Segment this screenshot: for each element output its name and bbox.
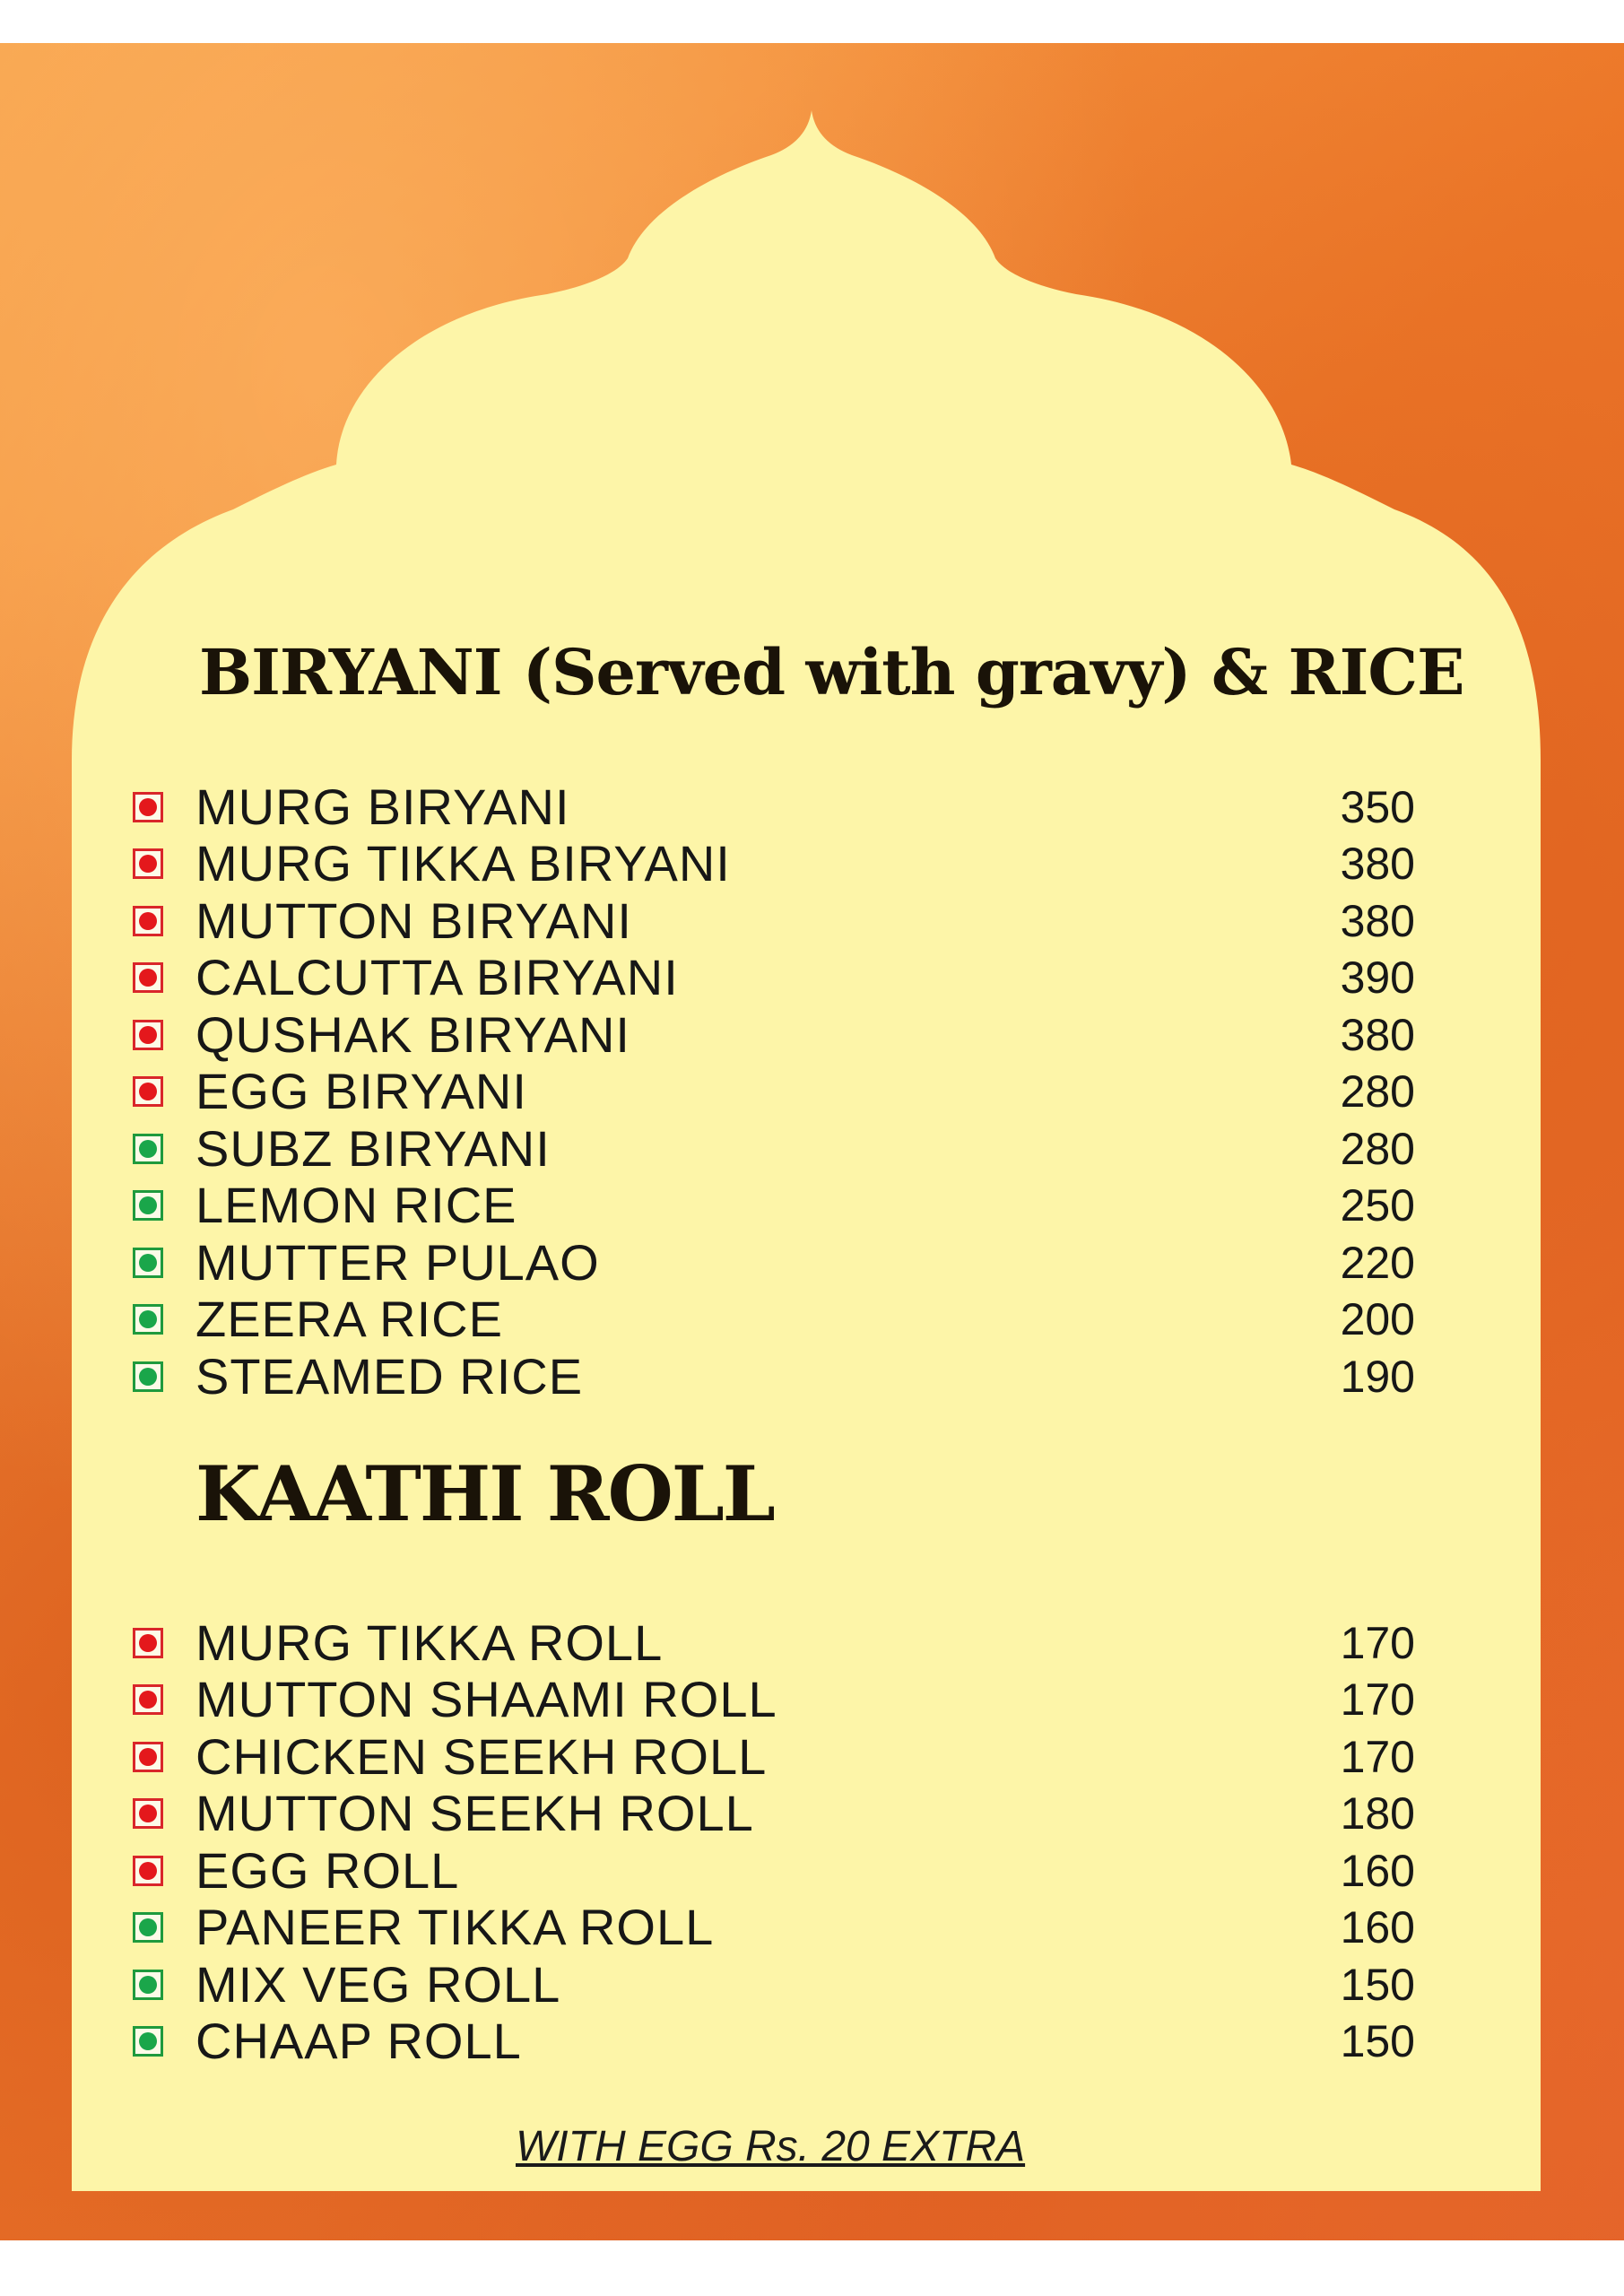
menu-item: [133, 778, 1415, 836]
veg-mark-icon: [133, 1134, 163, 1164]
item-price: 250: [1340, 1180, 1415, 1231]
menu-item: [133, 1006, 1415, 1064]
menu-item: [133, 1234, 1415, 1292]
item-name: CHAAP ROLL: [195, 2013, 522, 2070]
menu-item: [133, 1842, 1415, 1900]
item-price: 170: [1340, 1731, 1415, 1782]
nonveg-mark-icon: [133, 1684, 163, 1715]
item-name: CALCUTTA BIRYANI: [195, 949, 679, 1006]
item-price: 150: [1340, 2016, 1415, 2067]
menu-item: [133, 1292, 1415, 1349]
item-name: ZEERA RICE: [195, 1291, 503, 1348]
nonveg-mark-icon: [133, 1798, 163, 1829]
item-name: MUTTER PULAO: [195, 1233, 600, 1291]
item-name: LEMON RICE: [195, 1177, 517, 1234]
item-price: 380: [1340, 1009, 1415, 1060]
item-price: 380: [1340, 895, 1415, 946]
veg-mark-icon: [133, 1970, 163, 2000]
menu-item: [133, 2013, 1415, 2071]
nonveg-mark-icon: [133, 792, 163, 822]
item-price: 380: [1340, 839, 1415, 890]
nonveg-mark-icon: [133, 1628, 163, 1658]
item-price: 170: [1340, 1617, 1415, 1668]
menu-item: [133, 1900, 1415, 1957]
item-price: 160: [1340, 1902, 1415, 1953]
item-price: 170: [1340, 1674, 1415, 1726]
menu-item: [133, 892, 1415, 950]
menu-poster: [0, 43, 1624, 2240]
menu-item: [133, 1120, 1415, 1178]
nonveg-mark-icon: [133, 848, 163, 879]
egg-extra-note: WITH EGG Rs. 20 EXTRA: [516, 2123, 1026, 2170]
item-price: 280: [1340, 1123, 1415, 1174]
item-price: 150: [1340, 1959, 1415, 2010]
nonveg-mark-icon: [133, 1856, 163, 1886]
nonveg-mark-icon: [133, 906, 163, 936]
menu-item: [133, 836, 1415, 893]
veg-mark-icon: [133, 1248, 163, 1278]
item-name: STEAMED RICE: [195, 1347, 584, 1405]
item-name: CHICKEN SEEKH ROLL: [195, 1727, 768, 1785]
section-title-kaathi-roll: KAATHI ROLL: [195, 1449, 774, 1538]
nonveg-mark-icon: [133, 1020, 163, 1050]
menu-item: [133, 1614, 1415, 1672]
item-price: 200: [1340, 1294, 1415, 1345]
menu-item: [133, 1178, 1415, 1235]
veg-mark-icon: [133, 1912, 163, 1943]
menu-item: [133, 1348, 1415, 1405]
item-name: MURG TIKKA BIRYANI: [195, 835, 731, 892]
kaathi-roll-list: [133, 1614, 1415, 2070]
veg-mark-icon: [133, 2026, 163, 2057]
menu-item: [133, 1728, 1415, 1786]
nonveg-mark-icon: [133, 962, 163, 993]
nonveg-mark-icon: [133, 1742, 163, 1772]
item-name: MUTTON BIRYANI: [195, 891, 632, 949]
menu-item: [133, 1064, 1415, 1121]
menu-item: [133, 950, 1415, 1007]
veg-mark-icon: [133, 1190, 163, 1221]
item-price: 160: [1340, 1845, 1415, 1896]
item-name: MUTTON SHAAMI ROLL: [195, 1671, 777, 1728]
menu-item: [133, 1786, 1415, 1843]
item-name: MURG BIRYANI: [195, 778, 570, 835]
veg-mark-icon: [133, 1361, 163, 1392]
menu-item: [133, 1672, 1415, 1729]
item-price: 350: [1340, 781, 1415, 832]
veg-mark-icon: [133, 1304, 163, 1335]
item-price: 390: [1340, 952, 1415, 1004]
section-title-biryani: BIRYANI (Served with gravy) & RICE: [199, 635, 1464, 709]
item-name: MUTTON SEEKH ROLL: [195, 1785, 754, 1842]
item-price: 220: [1340, 1237, 1415, 1288]
item-price: 190: [1340, 1351, 1415, 1402]
menu-item: [133, 1956, 1415, 2013]
item-name: MURG TIKKA ROLL: [195, 1613, 664, 1671]
item-name: EGG BIRYANI: [195, 1063, 527, 1120]
item-name: MIX VEG ROLL: [195, 1955, 561, 2013]
item-name: SUBZ BIRYANI: [195, 1119, 551, 1177]
item-name: QUSHAK BIRYANI: [195, 1005, 630, 1063]
item-name: PANEER TIKKA ROLL: [195, 1899, 715, 1956]
item-price: 280: [1340, 1066, 1415, 1118]
nonveg-mark-icon: [133, 1076, 163, 1107]
item-name: EGG ROLL: [195, 1841, 460, 1899]
biryani-rice-list: [133, 778, 1415, 1405]
item-price: 180: [1340, 1788, 1415, 1839]
